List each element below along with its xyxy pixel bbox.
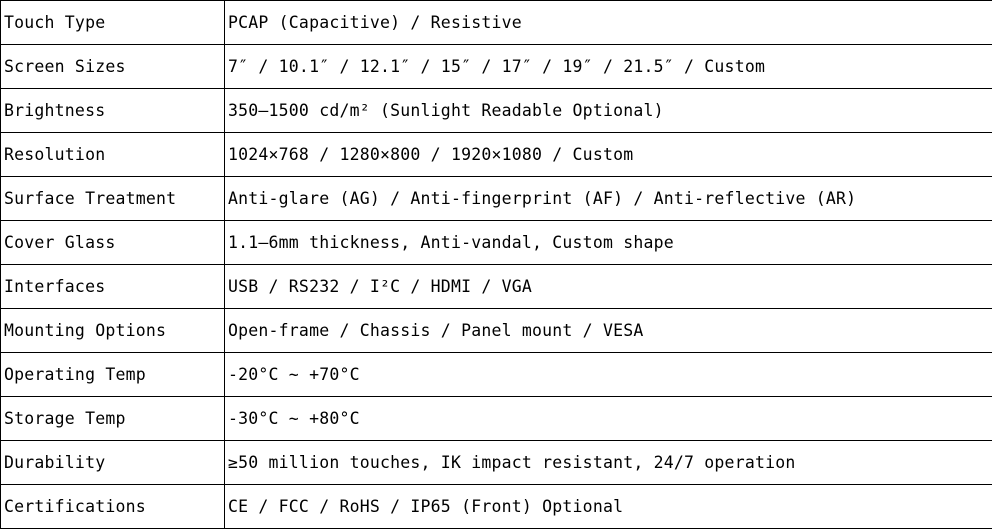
spec-label: Durability: [1, 441, 225, 485]
spec-label: Interfaces: [1, 265, 225, 309]
table-row: [1, 133, 992, 177]
spec-label: Resolution: [1, 133, 225, 177]
spec-value: 350–1500 cd/m² (Sunlight Readable Optional): [225, 89, 992, 133]
table-row: [1, 45, 992, 89]
spec-value: 1024×768 / 1280×800 / 1920×1080 / Custom: [225, 133, 992, 177]
table-row: [1, 89, 992, 133]
spec-value: 1.1–6mm thickness, Anti-vandal, Custom shape: [225, 221, 992, 265]
table-row: [1, 1, 992, 45]
spec-label: Cover Glass: [1, 221, 225, 265]
spec-label: Operating Temp: [1, 353, 225, 397]
spec-value: -30°C ~ +80°C: [225, 397, 992, 441]
spec-label: Touch Type: [1, 1, 225, 45]
spec-value: PCAP (Capacitive) / Resistive: [225, 1, 992, 45]
table-row: [1, 221, 992, 265]
spec-value: Anti-glare (AG) / Anti-fingerprint (AF) / Anti-reflective (AR): [225, 177, 992, 221]
spec-label: Storage Temp: [1, 397, 225, 441]
spec-value: CE / FCC / RoHS / IP65 (Front) Optional: [225, 485, 992, 529]
spec-label: Screen Sizes: [1, 45, 225, 89]
spec-label: Surface Treatment: [1, 177, 225, 221]
table-row: [1, 309, 992, 353]
table-row: [1, 485, 992, 529]
table-row: [1, 177, 992, 221]
spec-label: Brightness: [1, 89, 225, 133]
spec-value: Open-frame / Chassis / Panel mount / VESA: [225, 309, 992, 353]
table-row: [1, 265, 992, 309]
spec-value: 7″ / 10.1″ / 12.1″ / 15″ / 17″ / 19″ / 21.5″ / Custom: [225, 45, 992, 89]
table-row: [1, 353, 992, 397]
spec-value: USB / RS232 / I²C / HDMI / VGA: [225, 265, 992, 309]
table-row: [1, 397, 992, 441]
table-row: [1, 441, 992, 485]
spec-value: -20°C ~ +70°C: [225, 353, 992, 397]
spec-value: ≥50 million touches, IK impact resistant, 24/7 operation: [225, 441, 992, 485]
spec-label: Mounting Options: [1, 309, 225, 353]
spec-label: Certifications: [1, 485, 225, 529]
